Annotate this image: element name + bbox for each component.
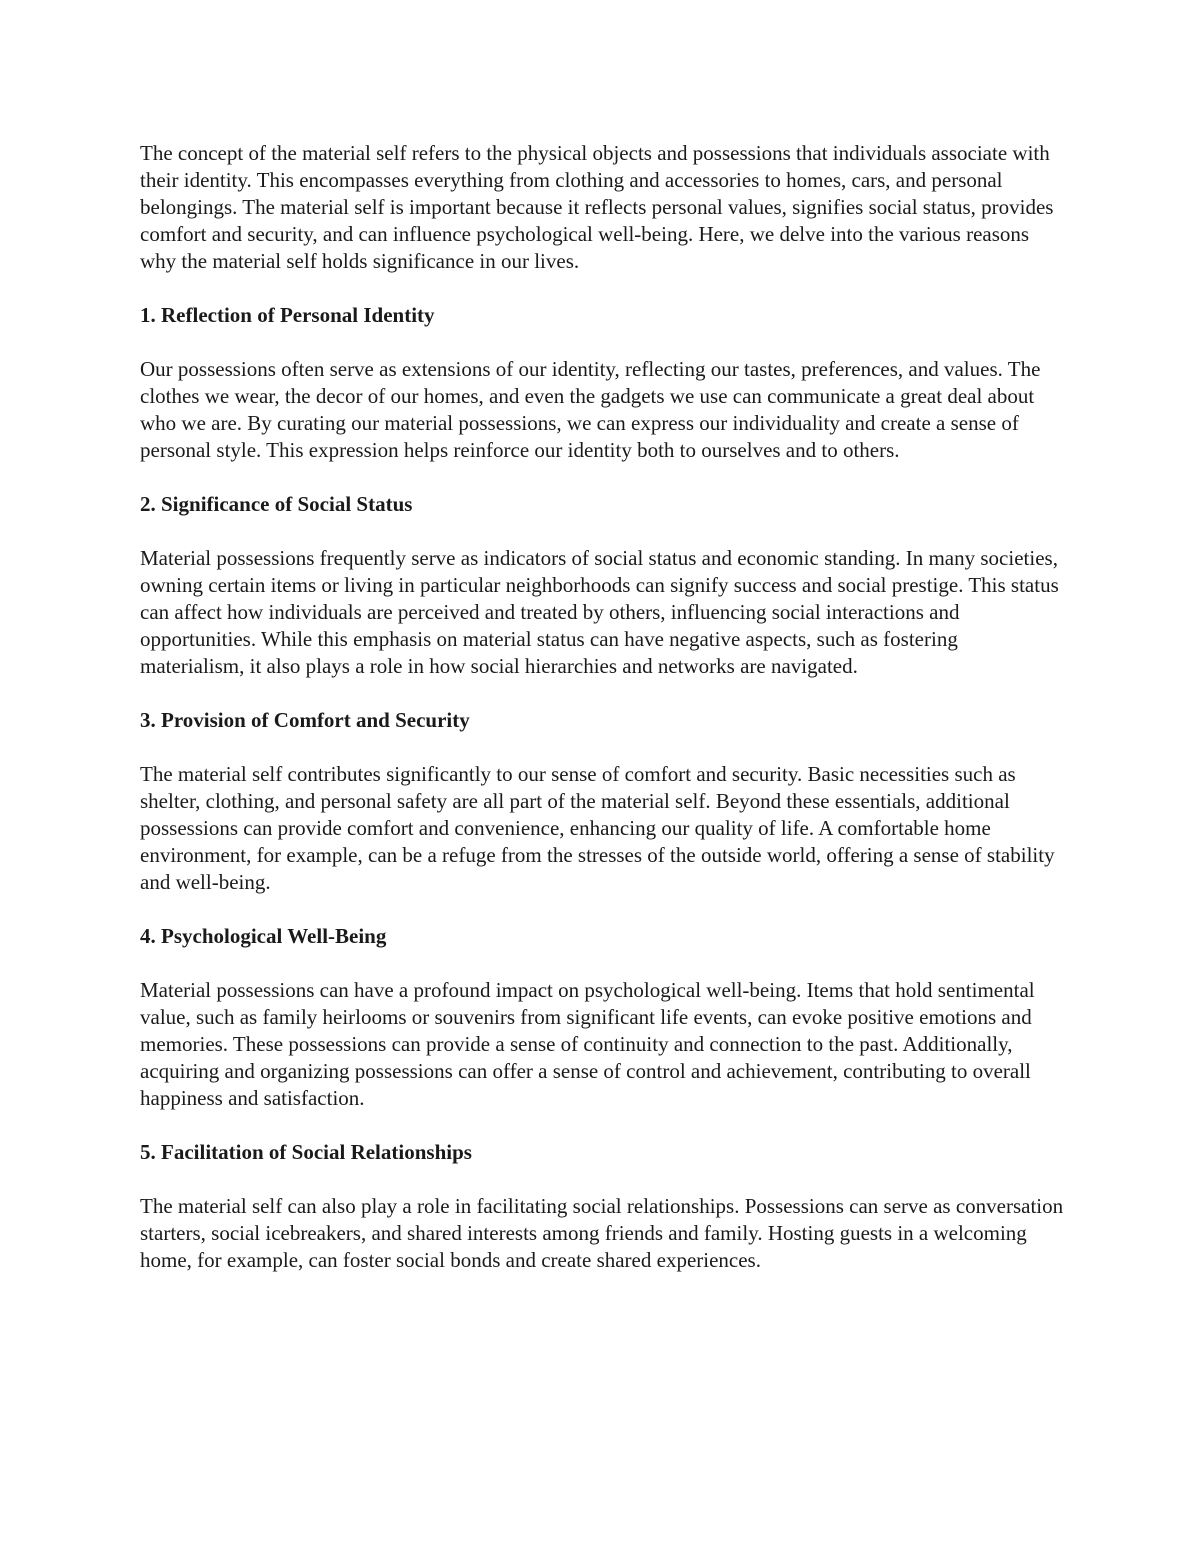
intro-paragraph: The concept of the material self refers to the physical objects and possessions that individuals associate with their identity. This encompasses everything from clothing and accessories to homes, cars, and personal belongings. The material self is important because it reflects personal values, signifies social status, provides comfort and security, and can influence psychological well-being. Here, we delve into the various reasons why the material self holds significance in our lives.: [140, 141, 1054, 273]
section-body-social-status: Material possessions frequently serve as indicators of social status and economic standing. In many societies, owning certain items or living in particular neighborhoods can signify success and social prestige. This status can affect how individuals are perceived and treated by others, influencing social interactions and opportunities. While this emphasis on material status can have negative aspects, such as fostering materialism, it also plays a role in how social hierarchies and networks are navigated.: [140, 546, 1059, 678]
section-heading-social-status: 2. Significance of Social Status: [140, 492, 413, 516]
section-heading-psychological-wellbeing: 4. Psychological Well-Being: [140, 924, 387, 948]
section-heading-social-relationships: 5. Facilitation of Social Relationships: [140, 1140, 472, 1164]
section-body-psychological-wellbeing: Material possessions can have a profound impact on psychological well-being. Items that hold sentimental value, such as family heirlooms or souvenirs from significant life events, can evoke positive emotions and memories. These possessions can provide a sense of continuity and connection to the past. Additionally, acquiring and organizing possessions can offer a sense of control and achievement, contributing to overall happiness and satisfaction.: [140, 978, 1035, 1110]
section-body-social-relationships: The material self can also play a role in facilitating social relationships. Possessions can serve as conversation starters, social icebreakers, and shared interests among friends and family. Hosting guests in a welcoming home, for example, can foster social bonds and create shared experiences.: [140, 1194, 1064, 1272]
section-body-personal-identity: Our possessions often serve as extensions of our identity, reflecting our tastes, preferences, and values. The clothes we wear, the decor of our homes, and even the gadgets we use can communicate a great deal about who we are. By curating our material possessions, we can express our individuality and create a sense of personal style. This expression helps reinforce our identity both to ourselves and to others.: [140, 357, 1041, 462]
section-heading-comfort-security: 3. Provision of Comfort and Security: [140, 708, 470, 732]
document-page: [140, 140, 1065, 1301]
section-heading-personal-identity: 1. Reflection of Personal Identity: [140, 303, 435, 327]
section-body-comfort-security: The material self contributes significantly to our sense of comfort and security. Basic necessities such as shelter, clothing, and personal safety are all part of the material self. Beyond these essentials, additional possessions can provide comfort and convenience, enhancing our quality of life. A comfortable home environment, for example, can be a refuge from the stresses of the outside world, offering a sense of stability and well-being.: [140, 762, 1055, 894]
